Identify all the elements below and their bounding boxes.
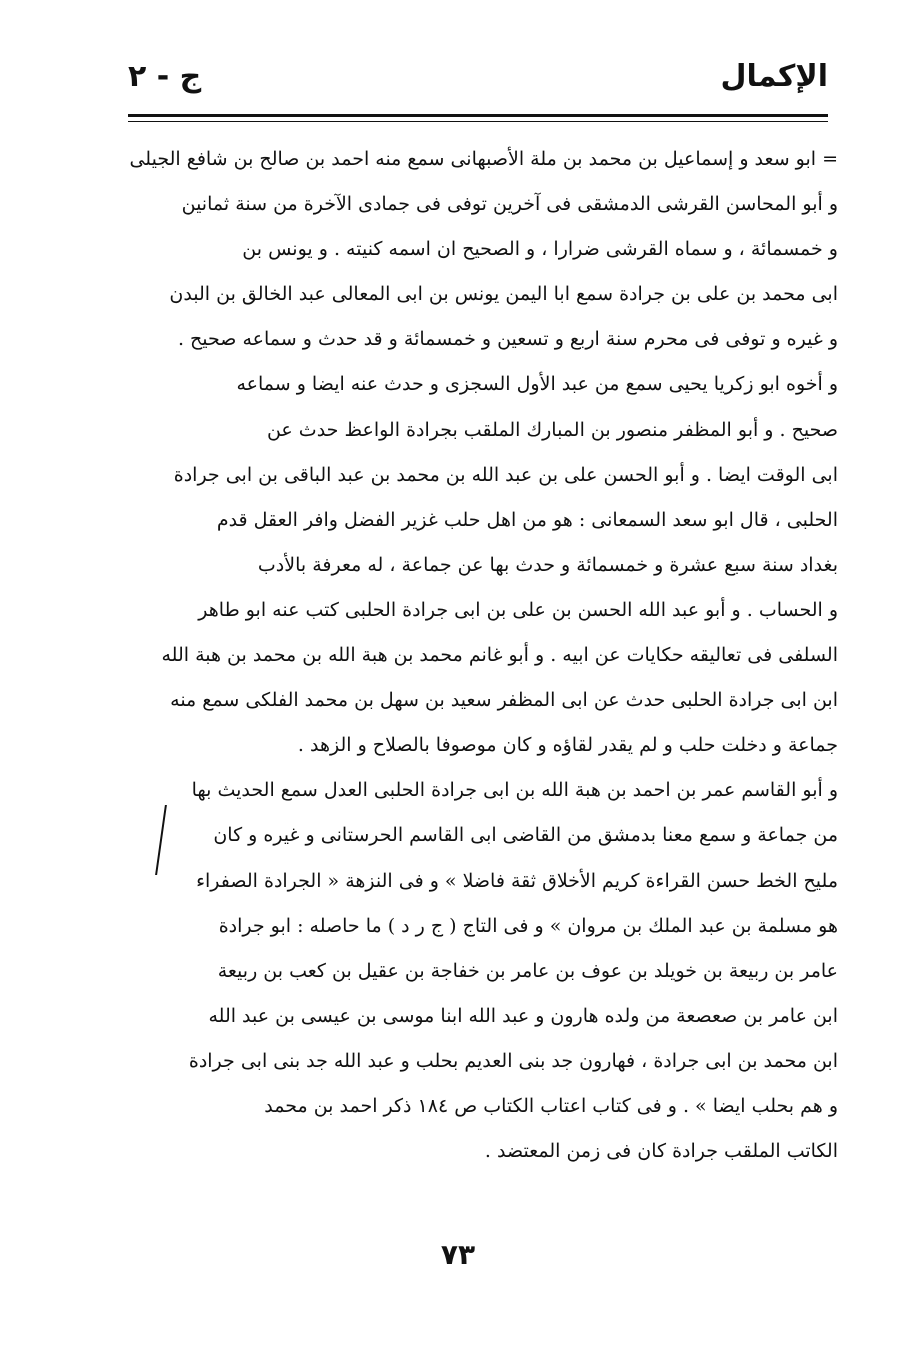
text-line: ابن ابى جرادة الحلبى حدث عن ابى المظفر سعيد بن سهل بن محمد الفلكى سمع منه xyxy=(170,689,838,712)
page-header xyxy=(128,52,828,102)
text-line: و هم بحلب ايضا » . و فى كتاب اعتاب الكتاب ص ١٨٤ ذكر احمد بن محمد xyxy=(264,1094,838,1117)
text-line: من جماعة و سمع معنا بدمشق من القاضى ابى القاسم الحرستانى و غيره و كان xyxy=(213,824,838,847)
text-line: ابى محمد بن على بن جرادة سمع ابا اليمن يونس بن ابى المعالى عبد الخالق بن البدن xyxy=(169,283,838,306)
text-line: و خمسمائة ، و سماه القرشى ضرارا ، و الصحيح ان اسمه كنيته . و يونس بن xyxy=(242,238,838,261)
text-line: و أبو المحاسن القرشى الدمشقى فى آخرين توفى فى جمادى الآخرة من سنة ثمانين xyxy=(181,193,838,216)
text-line: الكاتب الملقب جرادة كان فى زمن المعتضد . xyxy=(484,1140,838,1163)
text-line: ابى الوقت ايضا . و أبو الحسن على بن عبد الله بن محمد بن عبد الباقى بن ابى جرادة xyxy=(173,463,838,486)
header-rule-thin xyxy=(128,121,828,122)
text-line: و أخوه ابو زكريا يحيى سمع من عبد الأول السجزى و حدث عنه ايضا و سماعه xyxy=(236,373,838,396)
text-line: بغداد سنة سبع عشرة و خمسمائة و حدث بها عن جماعة ، له معرفة بالأدب xyxy=(257,553,838,576)
text-line: مليح الخط حسن القراءة كريم الأخلاق ثقة فاضلا » و فى النزهة « الجرادة الصفراء xyxy=(196,869,838,892)
text-line: هو مسلمة بن عبد الملك بن مروان » و فى التاج ( ج ر د ) ما حاصله : ابو جرادة xyxy=(218,914,838,937)
text-line: السلفى فى تعاليقه حكايات عن ابيه . و أبو غانم محمد بن هبة الله بن محمد بن هبة الله xyxy=(161,644,838,667)
text-line: عامر بن ربيعة بن خويلد بن عوف بن عامر بن خفاجة بن عقيل بن كعب بن ربيعة xyxy=(217,959,838,982)
text-line: و غيره و توفى فى محرم سنة اربع و تسعين و خمسمائة و قد حدث و سماعه صحيح . xyxy=(177,328,838,351)
text-line: و الحساب . و أبو عبد الله الحسن بن على بن ابى جرادة الحلبى كتب عنه ابو طاهر xyxy=(198,598,838,621)
book-title: الإكمال xyxy=(720,59,828,94)
text-line: ابن عامر بن صعصعة من ولده هارون و عبد الله ابنا موسى بن عيسى بن عبد الله xyxy=(208,1004,838,1027)
text-line: الحلبى ، قال ابو سعد السمعانى : هو من اهل حلب غزير الفضل وافر العقل قدم xyxy=(216,508,838,531)
header-rule-thick xyxy=(128,114,828,117)
text-line: و أبو القاسم عمر بن احمد بن هبة الله بن ابى جرادة الحلبى العدل سمع الحديث بها xyxy=(191,779,838,802)
text-line: جماعة و دخلت حلب و لم يقدر لقاؤه و كان موصوفا بالصلاح و الزهد . xyxy=(297,734,838,757)
page-number: ٧٣ xyxy=(440,1238,476,1271)
text-line: ابن محمد بن ابى جرادة ، فهارون جد بنى العديم بحلب و عبد الله جد بنى ابى جرادة xyxy=(188,1049,838,1072)
volume-label: ج - ٢ xyxy=(128,59,202,94)
text-line: = ابو سعد و إسماعيل بن محمد بن ملة الأصبهانى سمع منه احمد بن صالح بن شافع الجيلى xyxy=(129,148,838,170)
text-line: صحيح . و أبو المظفر منصور بن المبارك الملقب بجرادة الواعظ حدث عن xyxy=(266,418,838,441)
body-text xyxy=(118,137,838,1174)
